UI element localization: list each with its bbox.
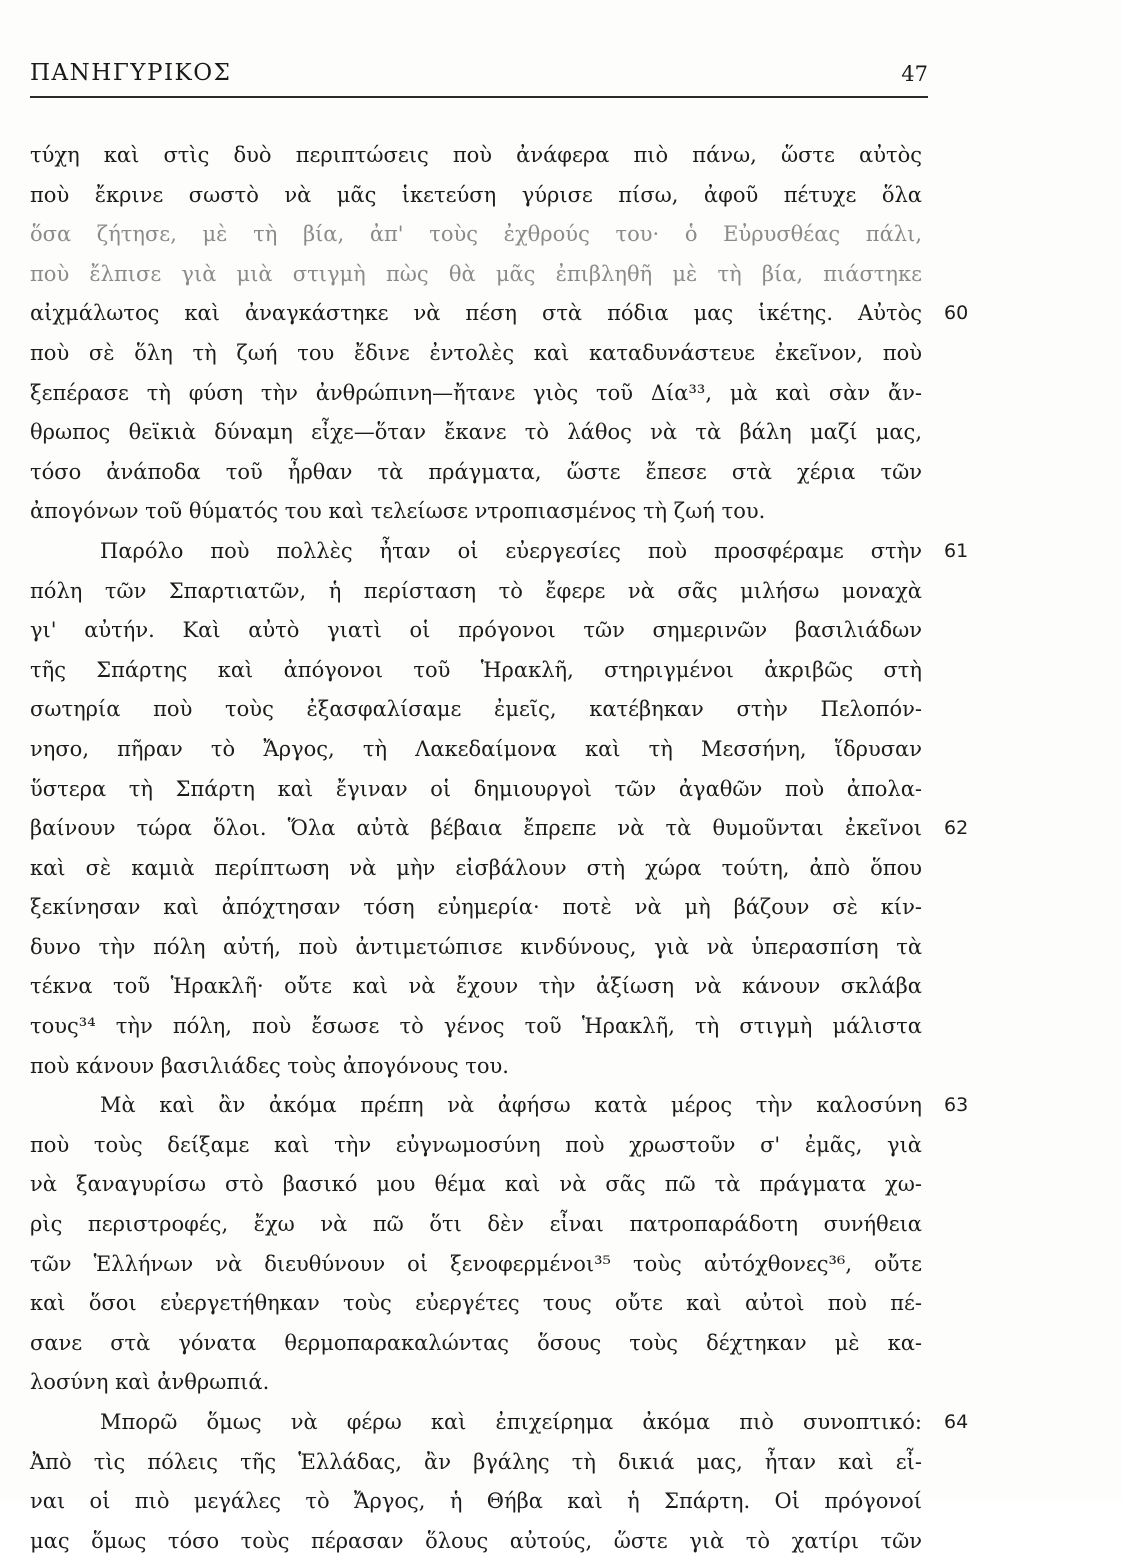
text-line-content: τόσο ἀνάποδα τοῦ ἦρθαν τὰ πράγματα, ὥστε ἔπεσε στὰ χέρια τῶν xyxy=(30,459,922,484)
text-line xyxy=(30,1126,928,1166)
text-line xyxy=(30,928,928,968)
page-number: 47 xyxy=(901,62,928,86)
text-line-content: ξεπέρασε τὴ φύση τὴν ἀνθρώπινη—ἤτανε γιὸς τοῦ Δία³³, μὰ καὶ σὰν ἄν- xyxy=(30,380,922,405)
text-line xyxy=(30,572,928,612)
text-line-content: πόλη τῶν Σπαρτιατῶν, ἡ περίσταση τὸ ἔφερε νὰ σᾶς μιλήσω μοναχὰ xyxy=(30,578,922,603)
text-line xyxy=(30,1165,928,1205)
text-line xyxy=(30,1205,928,1245)
text-line xyxy=(30,492,928,532)
text-line-content: ναι οἱ πιὸ μεγάλες τὸ Ἄργος, ἡ Θήβα καὶ ἡ Σπάρτη. Οἱ πρόγονοί xyxy=(30,1489,922,1514)
section-number: 64 xyxy=(944,1411,969,1433)
text-line-content: Παρόλο ποὺ πολλὲς ἦταν οἱ εὐεργεσίες ποὺ προσφέραμε στὴν xyxy=(100,538,922,563)
section-number: 60 xyxy=(944,302,969,325)
text-line-content: ποὺ κάνουν βασιλιάδες τοὺς ἀπογόνους του. xyxy=(30,1053,509,1078)
text-line xyxy=(30,532,969,572)
text-line-content: τύχη καὶ στὶς δυὸ περιπτώσεις ποὺ ἀνάφερα πιὸ πάνω, ὥστε αὐτὸς xyxy=(30,143,922,167)
text-line-content: τῆς Σπάρτης καὶ ἀπόγονοι τοῦ Ἡρακλῆ, στηριγμένοι ἀκριβῶς στὴ xyxy=(30,657,922,682)
text-line-content: νὰ ξαναγυρίσω στὸ βασικό μου θέμα καὶ νὰ σᾶς πῶ τὰ πράγματα χω- xyxy=(30,1172,922,1197)
text-line-content: μας ὅμως τόσο τοὺς πέρασαν ὅλους αὐτούς, ὥστε γιὰ τὸ χατίρι τῶν xyxy=(30,1528,922,1553)
text-line xyxy=(30,1443,928,1483)
text-line xyxy=(30,334,928,374)
text-line xyxy=(30,1284,928,1324)
text-line-content: λοσύνη καὶ ἀνθρωπιά. xyxy=(30,1370,270,1395)
section-number: 63 xyxy=(944,1094,969,1117)
text-line-content: θρωπος θεϊκιὰ δύναμη εἶχε—ὅταν ἔκανε τὸ λάθος νὰ τὰ βάλη μαζί μας, xyxy=(30,420,922,445)
page-header xyxy=(30,60,928,96)
text-line-content: τους³⁴ τὴν πόλη, ποὺ ἔσωσε τὸ γένος τοῦ Ἡρακλῆ, τὴ στιγμὴ μάλιστα xyxy=(30,1014,922,1039)
text-line-content: νησο, πῆραν τὸ Ἄργος, τὴ Λακεδαίμονα καὶ τὴ Μεσσήνη, ἵδρυσαν xyxy=(30,736,922,761)
text-line-content: ρὶς περιστροφές, ἔχω νὰ πῶ ὅτι δὲν εἶναι πατροπαράδοτη συνήθεια xyxy=(30,1212,922,1237)
text-line xyxy=(30,1482,928,1522)
text-line-content: ὕστερα τὴ Σπάρτη καὶ ἔγιναν οἱ δημιουργοὶ τῶν ἀγαθῶν ποὺ ἀπολα- xyxy=(30,776,922,801)
text-line xyxy=(30,967,928,1007)
text-line xyxy=(30,294,969,334)
text-line-content: τῶν Ἑλλήνων νὰ διευθύνουν οἱ ξενοφερμένοι³⁵ τοὺς αὐτόχθονες³⁶, οὔτε xyxy=(30,1251,922,1276)
section-number: 62 xyxy=(944,817,969,840)
text-line xyxy=(30,730,928,770)
text-line xyxy=(30,651,928,691)
text-line xyxy=(30,215,928,255)
text-line xyxy=(30,1403,969,1443)
text-line-content: ποὺ ἔλπισε γιὰ μιὰ στιγμὴ πὼς θὰ μᾶς ἐπιβληθῆ μὲ τὴ βία, πιάστηκε xyxy=(30,261,922,286)
text-line-content: ὅσα ζήτησε, μὲ τὴ βία, ἀπ' τοὺς ἐχθρούς του· ὁ Εὐρυσθέας πάλι, xyxy=(30,222,922,247)
text-line-content: γι' αὐτήν. Καὶ αὐτὸ γιατὶ οἱ πρόγονοι τῶν σημερινῶν βασιλιάδων xyxy=(30,618,922,643)
text-line-content: Μπορῶ ὅμως νὰ φέρω καὶ ἐπιχείρημα ἀκόμα πιὸ συνοπτικό: xyxy=(100,1410,922,1434)
text-line xyxy=(30,1245,928,1285)
text-line xyxy=(30,1007,928,1047)
text-line xyxy=(30,255,928,295)
text-line xyxy=(30,1324,928,1364)
text-line xyxy=(30,136,928,176)
text-line xyxy=(30,888,928,928)
text-line xyxy=(30,809,969,849)
text-line-content: Ἀπὸ τὶς πόλεις τῆς Ἑλλάδας, ἂν βγάλης τὴ δικιά μας, ἦταν καὶ εἶ- xyxy=(30,1449,922,1474)
text-line xyxy=(30,453,928,493)
text-line xyxy=(30,413,928,453)
text-line xyxy=(30,849,928,889)
text-line xyxy=(30,176,928,216)
text-line-content: βαίνουν τώρα ὅλοι. Ὅλα αὐτὰ βέβαια ἔπρεπε νὰ τὰ θυμοῦνται ἐκεῖνοι xyxy=(30,816,922,841)
text-line-content: ποὺ σὲ ὅλη τὴ ζωή του ἔδινε ἐντολὲς καὶ καταδυνάστευε ἐκεῖνον, ποὺ xyxy=(30,340,922,365)
text-line xyxy=(30,1522,928,1561)
text-line-content: καὶ ὅσοι εὐεργετήθηκαν τοὺς εὐεργέτες τους οὔτε καὶ αὐτοὶ ποὺ πέ- xyxy=(30,1291,922,1316)
text-line xyxy=(30,1363,928,1403)
text-line xyxy=(30,1047,928,1087)
text-line-content: δυνο τὴν πόλη αὐτή, ποὺ ἀντιμετώπισε κινδύνους, γιὰ νὰ ὑπερασπίση τὰ xyxy=(30,934,922,959)
text-line-content: ξεκίνησαν καὶ ἀπόχτησαν τόση εὐημερία· ποτὲ νὰ μὴ βάζουν σὲ κίν- xyxy=(30,895,922,920)
section-number: 61 xyxy=(944,539,969,562)
running-title: ΠΑΝΗΓΥΡΙΚΟΣ xyxy=(30,60,232,86)
text-line xyxy=(30,374,928,414)
body-text xyxy=(30,136,969,1561)
text-line-content: σανε στὰ γόνατα θερμοπαρακαλώντας ὅσους τοὺς δέχτηκαν μὲ κα- xyxy=(30,1330,922,1355)
text-line-content: Μὰ καὶ ἂν ἀκόμα πρέπη νὰ ἀφήσω κατὰ μέρος τὴν καλοσύνη xyxy=(100,1093,922,1118)
text-line-content: τέκνα τοῦ Ἡρακλῆ· οὔτε καὶ νὰ ἔχουν τὴν ἀξίωση νὰ κάνουν σκλάβα xyxy=(30,974,922,999)
text-line xyxy=(30,690,928,730)
text-line-content: σωτηρία ποὺ τοὺς ἐξασφαλίσαμε ἐμεῖς, κατέβηκαν στὴν Πελοπόν- xyxy=(30,697,922,722)
header-rule xyxy=(30,96,928,98)
text-line xyxy=(30,611,928,651)
text-line xyxy=(30,770,928,810)
text-line xyxy=(30,1086,969,1126)
text-line-content: ποὺ τοὺς δείξαμε καὶ τὴν εὐγνωμοσύνη ποὺ χρωστοῦν σ' ἐμᾶς, γιὰ xyxy=(30,1132,922,1157)
text-line-content: καὶ σὲ καμιὰ περίπτωση νὰ μὴν εἰσβάλουν στὴ χώρα τούτη, ἀπὸ ὅπου xyxy=(30,855,922,880)
text-line-content: ἀπογόνων τοῦ θύματός του καὶ τελείωσε ντροπιασμένος τὴ ζωή του. xyxy=(30,499,766,524)
text-line-content: αἰχμάλωτος καὶ ἀναγκάστηκε νὰ πέση στὰ πόδια μας ἱκέτης. Αὐτὸς xyxy=(30,301,922,326)
text-line-content: ποὺ ἔκρινε σωστὸ νὰ μᾶς ἱκετεύση γύρισε πίσω, ἀφοῦ πέτυχε ὅλα xyxy=(30,182,922,207)
